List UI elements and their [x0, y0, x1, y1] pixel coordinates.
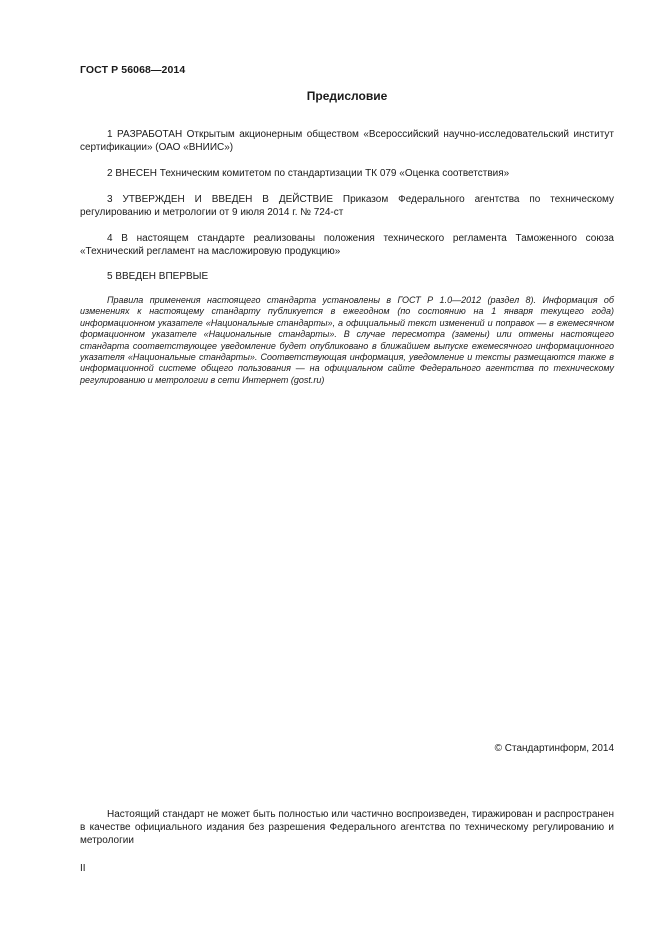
preface-title: Предисловие — [306, 89, 388, 103]
preface-item-2: 2 ВНЕСЕН Техническим комитетом по стандартизации ТК 079 «Оценка соответствия» — [107, 168, 510, 179]
document-code: ГОСТ Р 56068—2014 — [80, 64, 186, 76]
page-number: II — [80, 863, 86, 874]
preface-item-4: 4 В настоящем стандарте реализованы положения технического регламента Таможенного союза «Технический регламент на масложировую продукцию» — [80, 233, 614, 257]
preface-item-5: 5 ВВЕДЕН ВПЕРВЫЕ — [107, 271, 209, 282]
reproduction-rights-notice: Настоящий стандарт не может быть полностью или частично воспроизведен, тиражирован и распространен в качестве официального издания без разрешения Федерального агентства по техническому регулированию и метрологии — [80, 809, 614, 846]
preface-item-1: 1 РАЗРАБОТАН Открытым акционерным обществом «Всероссийский научно-исследовательский институт сертификации» (ОАО «ВНИИС») — [80, 129, 614, 153]
preface-item-3: 3 УТВЕРЖДЕН И ВВЕДЕН В ДЕЙСТВИЕ Приказом Федерального агентства по техническому регулированию и метрологии от 9 июля 2014 г. № 724-ст — [80, 194, 614, 218]
copyright-notice: © Стандартинформ, 2014 — [494, 743, 614, 754]
application-rules-note: Правила применения настоящего стандарта установлены в ГОСТ Р 1.0—2012 (раздел 8). Информация об изменениях к настоящему стандарту публикуется в ежегодном (по состоянию на 1 января текущего года) информационном указателе «Национальные стандарты», а официальный текст изменений и поправок — в ежемесячном формационном указателе «Национальные стандарты». В случае пересмотра (замены) или отмены настоящего стандарта соответствующее уведомление будет опубликовано в ближайшем выпуске ежемесячного информационного указателя «Национальные стандарты». Соответствующая информация, уведомление и тексты размещаются также в информационной системе общего пользования — на официальном сайте Федерального агентства по техническому регулированию и метрологии в сети Интернет (gost.ru) — [80, 295, 614, 385]
